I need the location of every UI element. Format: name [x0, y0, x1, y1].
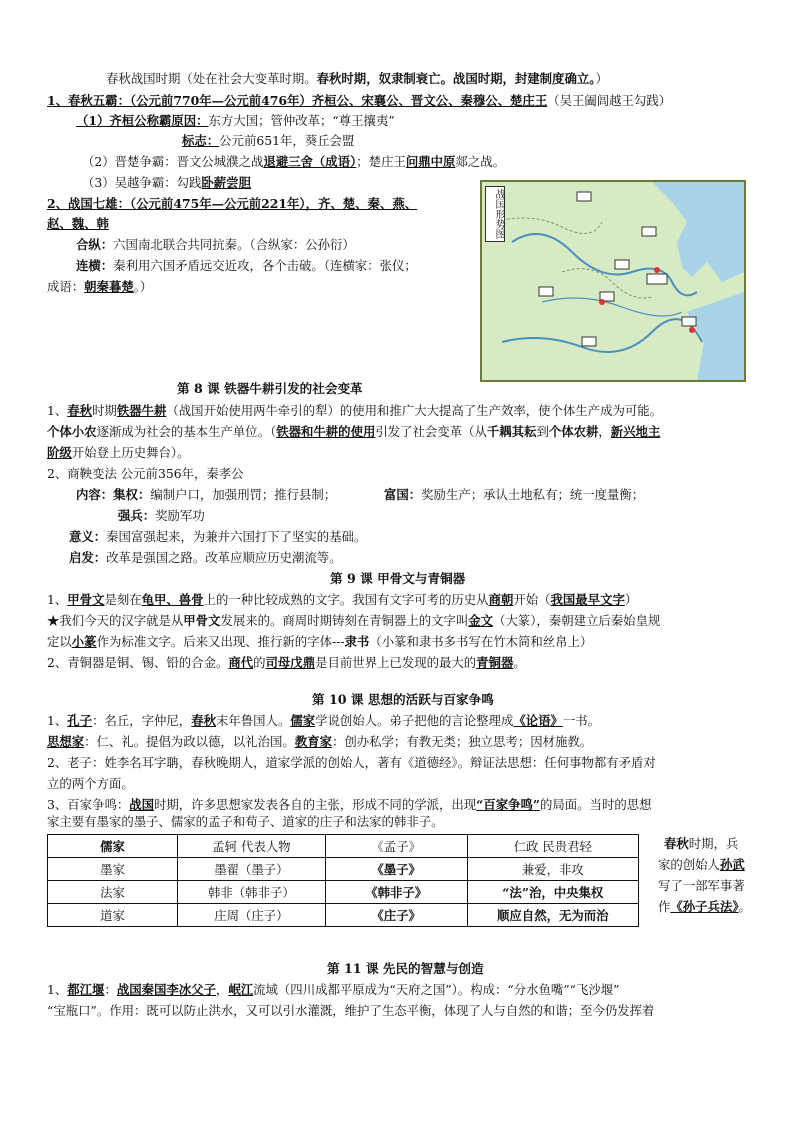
table-cell: 墨翟（墨子） — [178, 858, 326, 881]
text: 集权： — [113, 487, 151, 502]
wuyue-a: （3）吴越争霸：勾践 — [82, 175, 202, 190]
table-row — [48, 858, 639, 881]
lesson10-p4: 立的两个方面。 — [47, 776, 134, 791]
text: 到 — [536, 424, 549, 439]
text: 个体小农 — [47, 424, 97, 439]
text: 开始登上历史舞台）。 — [71, 445, 190, 460]
qi-mark — [182, 132, 354, 150]
text: 龟甲、兽骨 — [141, 592, 204, 607]
text: 1、 — [47, 592, 68, 607]
hegemons-note: （吴王阖闾越王勾践） — [547, 93, 672, 108]
map-label-box — [539, 287, 553, 296]
table-cell: 法家 — [48, 881, 178, 904]
hegemons-heading — [47, 92, 671, 110]
text: 2、青铜器是铜、锡、铅的合金。 — [47, 655, 229, 670]
text: 末年鲁国人。 — [215, 713, 291, 728]
text: 是刻在 — [104, 592, 142, 607]
lesson9-p3 — [47, 633, 592, 651]
text: 《论语》 — [513, 713, 563, 728]
table-cell: 仁政 民贵君轻 — [467, 835, 638, 858]
table-cell: 《孟子》 — [325, 835, 467, 858]
text: 小篆 — [71, 634, 97, 649]
text: 商代 — [228, 655, 254, 670]
schools-table — [47, 834, 639, 927]
lesson9-p4 — [47, 654, 526, 672]
text: ：创办私学；有教无类；独立思考；因材施教。 — [331, 734, 593, 749]
text: 孙武 — [719, 857, 745, 872]
text: ： — [104, 982, 117, 997]
lesson11-p2: “宝瓶口”。作用：既可以防止洪水，又可以引水灌溉，维护了生态平衡，体现了人与自然的和谐；至今仍发挥着 — [47, 1003, 655, 1018]
text: 一书。 — [562, 713, 601, 728]
lesson8-p2 — [47, 423, 660, 441]
text: 奖励生产；承认土地私有；统一度量衡； — [421, 487, 645, 502]
qi-reason-label: （1）齐桓公称霸原因： — [76, 113, 209, 128]
text: 奖励军功 — [155, 508, 205, 523]
text: 上的一种比较成熟的文字。我国有文字可考的历史从 — [203, 592, 489, 607]
text: 甲骨文 — [67, 592, 105, 607]
table-cell: “法”治，中央集权 — [467, 881, 638, 904]
table-cell: 儒家 — [48, 835, 178, 858]
table-cell: 墨家 — [48, 858, 178, 881]
sunwu-note-1 — [664, 834, 738, 854]
text: ） — [624, 592, 638, 607]
lianheng-text: 秦利用六国矛盾远交近攻，各个击破。（连横家：张仪； — [113, 258, 417, 273]
warring-states-map — [480, 180, 746, 382]
lesson11-title: 第 11 课 先民的智慧与创造 — [327, 961, 484, 976]
text: 春秋 — [67, 403, 93, 418]
text: 司母戊鼎 — [265, 655, 316, 670]
text: 隶书 — [344, 634, 370, 649]
jinchu-idiom: 退避三舍（成语） — [263, 154, 357, 169]
lesson10-p1 — [47, 712, 600, 730]
sunwu-note-2 — [658, 855, 745, 875]
text: 思想家 — [47, 734, 85, 749]
lesson9-p1 — [47, 591, 637, 609]
map-label-box — [642, 227, 656, 236]
jinchu-b: ；楚庄王 — [356, 154, 406, 169]
text: ★我们今天的汉字就是从 — [47, 613, 184, 628]
idiom-line — [47, 278, 152, 296]
jinchu-a: （2）晋楚争霸：晋文公城濮之战 — [82, 154, 264, 169]
city-marker — [599, 299, 605, 305]
lesson8-inspiration — [69, 549, 342, 567]
lesson8-p4: 2、商鞅变法 公元前356年，秦孝公 — [47, 466, 244, 481]
text: 改革是强国之路。改革应顺应历史潮流等。 — [106, 550, 342, 565]
lesson8-p1 — [47, 402, 662, 420]
text: ：仁、礼。提倡为政以德，以礼治国。 — [84, 734, 295, 749]
text: 岷江 — [228, 982, 254, 997]
text: 新兴地主 — [610, 424, 661, 439]
lesson10-p5 — [47, 796, 652, 814]
text: 。 — [738, 899, 751, 914]
text: 开始（ — [513, 592, 551, 607]
map-label-box — [647, 274, 667, 284]
text: 战国秦国李冰父子 — [116, 982, 216, 997]
text: 强兵： — [118, 508, 156, 523]
warring-heading-2: 赵、魏、韩 — [47, 216, 109, 231]
lesson8-p3 — [47, 444, 190, 462]
text: 引发了社会变革（从 — [375, 424, 487, 439]
map-label: 战国形势图 — [485, 186, 505, 242]
text: 时期，兵 — [688, 836, 739, 851]
sunwu-note-3: 写了一部军事著 — [658, 878, 745, 893]
table-row — [48, 835, 639, 858]
city-marker — [689, 327, 695, 333]
text: 内容： — [76, 487, 114, 502]
text: 春秋 — [664, 836, 689, 851]
text: 意义： — [69, 529, 107, 544]
map-label-box — [582, 337, 596, 346]
table-cell: 《墨子》 — [325, 858, 467, 881]
text: 秦国富强起来，为兼并六国打下了坚实的基础。 — [106, 529, 367, 544]
text: 《孙子兵法》 — [670, 899, 739, 914]
table-cell: 韩非（韩非子） — [178, 881, 326, 904]
map-graphic — [482, 182, 744, 380]
text: 我国最早文字 — [550, 592, 625, 607]
hegemons-heading-text: 1、春秋五霸：（公元前770年—公元前476年）齐桓公、宋襄公、晋文公、秦穆公、楚庄王 — [47, 93, 548, 108]
text: 教育家 — [294, 734, 332, 749]
qi-mark-text: 公元前651年，葵丘会盟 — [219, 133, 355, 148]
text: 战国 — [129, 797, 155, 812]
text: 定以 — [47, 634, 72, 649]
text: 儒家 — [290, 713, 316, 728]
text: 的 — [253, 655, 266, 670]
intro-line — [106, 70, 608, 88]
text: 阶级 — [47, 445, 72, 460]
text: 家的创始人 — [658, 857, 720, 872]
warring-heading-1: 2、战国七雄：（公元前475年—公元前221年），齐、楚、秦、燕、 — [47, 196, 418, 211]
text: 千耦其耘 — [486, 424, 537, 439]
idiom: 朝秦暮楚 — [84, 279, 134, 294]
text: 。 — [513, 655, 526, 670]
hezong-line — [76, 236, 355, 254]
text: ：名丘，字仲尼， — [92, 713, 192, 728]
text: 是目前世界上已发现的最大的 — [315, 655, 477, 670]
text: 铁器牛耕 — [116, 403, 167, 418]
map-label-box — [615, 260, 629, 269]
map-label-box — [682, 317, 696, 326]
text: 都江堰 — [67, 982, 105, 997]
table-cell: 顺应自然，无为而治 — [467, 904, 638, 927]
text: 流域（四川成都平原成为“天府之国”）。构成：“分水鱼嘴”“飞沙堰” — [253, 982, 620, 997]
text: （战国开始使用两牛牵引的犁）的使用和推广大大提高了生产效率，使个体生产成为可能。 — [166, 403, 663, 418]
text: 春秋 — [191, 713, 216, 728]
text: 1、 — [47, 982, 68, 997]
lesson9-title: 第 9 课 甲骨文与青铜器 — [330, 571, 466, 586]
lesson11-p1 — [47, 981, 620, 999]
qi-reason-text: 东方大国；管仲改革；“尊王攘夷” — [208, 113, 395, 128]
text: 作 — [658, 899, 671, 914]
lesson8-title: 第 8 课 铁器牛耕引发的社会变革 — [177, 381, 363, 396]
hezong-text: 六国南北联合共同抗秦。（合纵家：公孙衍） — [113, 237, 355, 252]
table-cell: 《韩非子》 — [325, 881, 467, 904]
table-cell: 庄周（庄子） — [178, 904, 326, 927]
lesson8-fuguo — [384, 486, 644, 504]
jinchu-line — [82, 153, 505, 171]
text: 时期，许多思想家发表各自的主张，形成不同的学派，出现 — [154, 797, 477, 812]
text: 时期 — [92, 403, 117, 418]
city-marker — [654, 267, 660, 273]
wuyue-idiom: 卧薪尝胆 — [201, 175, 251, 190]
text: （小篆和隶书多书写在竹木简和丝帛上） — [369, 634, 593, 649]
text: 青铜器 — [476, 655, 514, 670]
lianheng-label: 连横： — [76, 258, 114, 273]
qi-mark-label: 标志： — [182, 133, 220, 148]
text: 铁器和牛耕的使用 — [276, 424, 376, 439]
text: 个体农耕 — [548, 424, 599, 439]
text: 甲骨文 — [183, 613, 221, 628]
table-cell: 道家 — [48, 904, 178, 927]
table-cell: 孟轲 代表人物 — [178, 835, 326, 858]
text: 的局面。当时的思想 — [540, 797, 652, 812]
text: 学说创始人。弟子把他的言论整理成 — [315, 713, 514, 728]
text: 商朝 — [488, 592, 514, 607]
lesson8-meaning — [69, 528, 366, 546]
lesson10-p3: 2、老子：姓李名耳字聃，春秋晚期人，道家学派的创始人，著有《道德经》。辩证法思想：任何事物都有矛盾对 — [47, 755, 656, 770]
text: 1、 — [47, 713, 68, 728]
intro-c: ） — [595, 71, 608, 86]
text: 1、 — [47, 403, 68, 418]
qi-reason — [76, 112, 395, 130]
text: 逐渐成为社会的基本生产单位。（ — [96, 424, 277, 439]
text: 3、百家争鸣： — [47, 797, 130, 812]
table-cell: 兼爱，非攻 — [467, 858, 638, 881]
intro-b: 春秋时期，奴隶制衰亡。战国时期，封建制度确立。 — [316, 71, 596, 86]
intro-a: 春秋战国时期（处在社会大变革时期。 — [106, 71, 317, 86]
text: 作为标准文字。后来又出现、推行新的字体--- — [96, 634, 345, 649]
lesson10-p6: 家主要有墨家的墨子、儒家的孟子和荀子、道家的庄子和法家的韩非子。 — [47, 814, 444, 829]
sunwu-note-4 — [658, 897, 751, 917]
lesson9-p2 — [47, 612, 660, 630]
text: 孔子 — [67, 713, 93, 728]
text: （大篆），秦朝建立后秦始皇规 — [493, 613, 661, 628]
jinchu-idiom2: 问鼎中原 — [405, 154, 456, 169]
text: ， — [215, 982, 229, 997]
text: 富国： — [384, 487, 422, 502]
text: 金文 — [468, 613, 494, 628]
text: “百家争鸣” — [476, 797, 540, 812]
table-row — [48, 881, 639, 904]
text: 发展来的。商周时期铸刻在青铜器上的文字叫 — [220, 613, 469, 628]
lesson8-content — [76, 486, 336, 504]
idiom-label: 成语： — [47, 279, 85, 294]
lesson10-p2 — [47, 733, 592, 751]
text: ， — [598, 424, 611, 439]
hezong-label: 合纵： — [76, 237, 114, 252]
jinchu-c: 郯之战。 — [455, 154, 505, 169]
lianheng-line — [76, 257, 417, 275]
table-row — [48, 904, 639, 927]
text: 启发： — [69, 550, 107, 565]
idiom-end: 。） — [133, 279, 153, 294]
map-label-box — [577, 192, 591, 201]
wuyue-line — [82, 174, 251, 192]
table-cell: 《庄子》 — [325, 904, 467, 927]
lesson8-qiangbing — [118, 507, 205, 525]
lesson10-title: 第 10 课 思想的活跃与百家争鸣 — [312, 692, 494, 707]
text: 编制户口，加强刑罚；推行县制； — [150, 487, 337, 502]
